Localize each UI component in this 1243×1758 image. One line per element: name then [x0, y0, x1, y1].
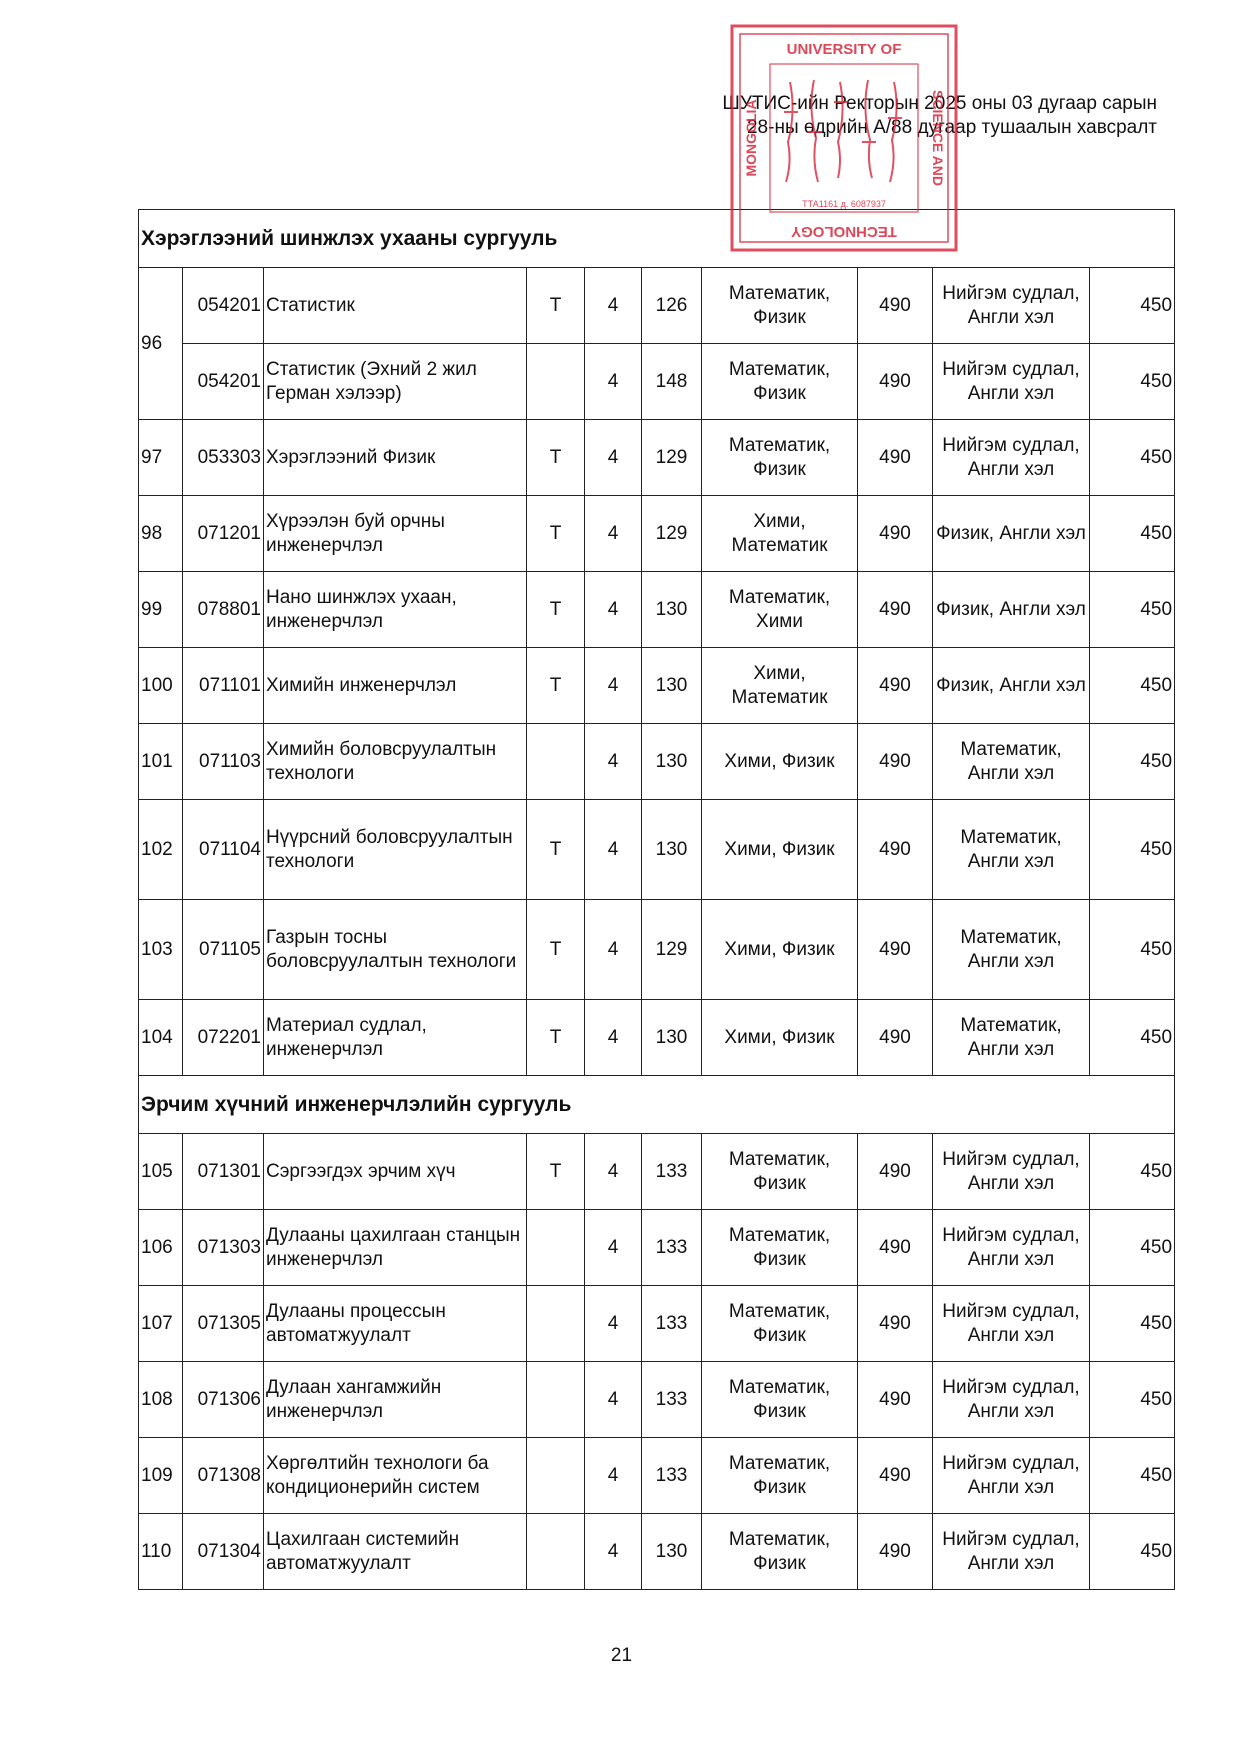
row-number: 100: [139, 648, 183, 724]
required-score: 490: [858, 268, 933, 344]
credits: 130: [642, 1000, 702, 1076]
required-subjects: Математик, Физик: [702, 1514, 858, 1590]
type-mark: Т: [527, 800, 585, 900]
table-row: [139, 344, 1175, 420]
required-subjects: Математик, Физик: [702, 268, 858, 344]
credits: 133: [642, 1210, 702, 1286]
program-code: 071308: [183, 1438, 264, 1514]
row-number: 101: [139, 724, 183, 800]
type-mark: [527, 724, 585, 800]
additional-subjects: Нийгэм судлал, Англи хэл: [933, 1514, 1090, 1590]
required-subjects: Математик, Физик: [702, 420, 858, 496]
type-mark: Т: [527, 496, 585, 572]
credits: 130: [642, 1514, 702, 1590]
program-name: Хүрээлэн буй орчны инженерчлэл: [264, 496, 527, 572]
program-name: Дулаан хангамжийн инженерчлэл: [264, 1362, 527, 1438]
row-number: 105: [139, 1134, 183, 1210]
study-years: 4: [585, 648, 642, 724]
required-score: 490: [858, 1438, 933, 1514]
program-name: Хөргөлтийн технологи ба кондиционерийн систем: [264, 1438, 527, 1514]
required-score: 490: [858, 344, 933, 420]
additional-score: 450: [1090, 900, 1175, 1000]
type-mark: Т: [527, 572, 585, 648]
table-row: [139, 648, 1175, 724]
required-subjects: Хими, Физик: [702, 900, 858, 1000]
required-subjects: Математик, Физик: [702, 1210, 858, 1286]
row-number: 110: [139, 1514, 183, 1590]
credits: 130: [642, 800, 702, 900]
type-mark: [527, 1438, 585, 1514]
type-mark: [527, 1362, 585, 1438]
row-number: 97: [139, 420, 183, 496]
program-code: 071303: [183, 1210, 264, 1286]
credits: 129: [642, 496, 702, 572]
study-years: 4: [585, 344, 642, 420]
stamp-registration-text: ТТА1161 д. 6087937: [802, 199, 886, 209]
program-code: 054201: [183, 268, 264, 344]
credits: 130: [642, 648, 702, 724]
additional-subjects: Математик, Англи хэл: [933, 900, 1090, 1000]
program-code: 071103: [183, 724, 264, 800]
required-score: 490: [858, 1286, 933, 1362]
program-name: Нүүрсний боловсруулалтын технологи: [264, 800, 527, 900]
study-years: 4: [585, 1210, 642, 1286]
program-name: Материал судлал, инженерчлэл: [264, 1000, 527, 1076]
required-score: 490: [858, 1000, 933, 1076]
program-code: 071101: [183, 648, 264, 724]
program-name: Сэргээгдэх эрчим хүч: [264, 1134, 527, 1210]
required-subjects: Математик, Физик: [702, 1286, 858, 1362]
required-subjects: Математик, Физик: [702, 1134, 858, 1210]
table-row: [139, 724, 1175, 800]
table-row: [139, 572, 1175, 648]
required-subjects: Математик, Физик: [702, 1362, 858, 1438]
credits: 148: [642, 344, 702, 420]
additional-subjects: Нийгэм судлал, Англи хэл: [933, 1210, 1090, 1286]
table-row: [139, 800, 1175, 900]
program-name: Цахилгаан системийн автоматжуулалт: [264, 1514, 527, 1590]
additional-score: 450: [1090, 1514, 1175, 1590]
additional-score: 450: [1090, 420, 1175, 496]
study-years: 4: [585, 572, 642, 648]
program-name: Статистик: [264, 268, 527, 344]
additional-score: 450: [1090, 344, 1175, 420]
required-score: 490: [858, 1362, 933, 1438]
table-row: [139, 420, 1175, 496]
additional-score: 450: [1090, 1134, 1175, 1210]
study-years: 4: [585, 1438, 642, 1514]
additional-subjects: Математик, Англи хэл: [933, 1000, 1090, 1076]
table-row: [139, 1362, 1175, 1438]
type-mark: Т: [527, 900, 585, 1000]
table-row: [139, 268, 1175, 344]
admissions-table: [138, 209, 1175, 1590]
type-mark: [527, 1210, 585, 1286]
table-row: [139, 496, 1175, 572]
required-subjects: Хими, Математик: [702, 496, 858, 572]
additional-subjects: Нийгэм судлал, Англи хэл: [933, 1134, 1090, 1210]
credits: 129: [642, 900, 702, 1000]
required-subjects: Математик, Физик: [702, 344, 858, 420]
required-subjects: Хими, Физик: [702, 1000, 858, 1076]
stamp-bottom-text: TECHNOLOGY: [791, 223, 897, 240]
type-mark: [527, 1514, 585, 1590]
additional-subjects: Физик, Англи хэл: [933, 648, 1090, 724]
type-mark: Т: [527, 420, 585, 496]
section-title: Эрчим хүчний инженерчлэлийн сургууль: [139, 1076, 1175, 1134]
credits: 133: [642, 1438, 702, 1514]
study-years: 4: [585, 496, 642, 572]
credits: 133: [642, 1134, 702, 1210]
required-subjects: Хими, Физик: [702, 800, 858, 900]
additional-subjects: Математик, Англи хэл: [933, 800, 1090, 900]
program-code: 072201: [183, 1000, 264, 1076]
additional-score: 450: [1090, 1286, 1175, 1362]
additional-score: 450: [1090, 1362, 1175, 1438]
section-title: Хэрэглээний шинжлэх ухааны сургууль: [139, 210, 1175, 268]
table-row: [139, 1134, 1175, 1210]
additional-score: 450: [1090, 800, 1175, 900]
additional-score: 450: [1090, 496, 1175, 572]
program-code: 071306: [183, 1362, 264, 1438]
additional-score: 450: [1090, 572, 1175, 648]
stamp-left-text: MONGOLIA: [743, 99, 759, 177]
additional-score: 450: [1090, 1210, 1175, 1286]
type-mark: [527, 344, 585, 420]
study-years: 4: [585, 1514, 642, 1590]
required-subjects: Хими, Физик: [702, 724, 858, 800]
program-name: Дулааны цахилгаан станцын инженерчлэл: [264, 1210, 527, 1286]
credits: 133: [642, 1362, 702, 1438]
stamp-right-text: SCIENCE AND: [930, 90, 946, 186]
additional-subjects: Нийгэм судлал, Англи хэл: [933, 1286, 1090, 1362]
additional-subjects: Нийгэм судлал, Англи хэл: [933, 1362, 1090, 1438]
additional-score: 450: [1090, 1438, 1175, 1514]
additional-subjects: Физик, Англи хэл: [933, 572, 1090, 648]
table-row: [139, 1210, 1175, 1286]
row-number: 108: [139, 1362, 183, 1438]
credits: 130: [642, 572, 702, 648]
page-number: 21: [610, 1645, 633, 1666]
credits: 129: [642, 420, 702, 496]
program-code: 078801: [183, 572, 264, 648]
table-row: [139, 900, 1175, 1000]
study-years: 4: [585, 420, 642, 496]
header-line-1: ШУТИС-ийн Ректорын 2025 оны 03 дугаар сарын: [722, 93, 1157, 114]
program-name: Нано шинжлэх ухаан, инженерчлэл: [264, 572, 527, 648]
study-years: 4: [585, 268, 642, 344]
additional-score: 450: [1090, 268, 1175, 344]
required-subjects: Хими, Математик: [702, 648, 858, 724]
table-row: [139, 1514, 1175, 1590]
program-name: Газрын тосны боловсруулалтын технологи: [264, 900, 527, 1000]
row-number: 109: [139, 1438, 183, 1514]
row-number: 103: [139, 900, 183, 1000]
additional-subjects: Математик, Англи хэл: [933, 724, 1090, 800]
type-mark: Т: [527, 1000, 585, 1076]
study-years: 4: [585, 900, 642, 1000]
study-years: 4: [585, 1000, 642, 1076]
row-number: 104: [139, 1000, 183, 1076]
program-name: Химийн инженерчлэл: [264, 648, 527, 724]
additional-subjects: Нийгэм судлал, Англи хэл: [933, 268, 1090, 344]
row-number: 107: [139, 1286, 183, 1362]
header-line-2: 28-ны өдрийн А/88 дугаар тушаалын хавсралт: [746, 117, 1157, 138]
required-score: 490: [858, 1134, 933, 1210]
required-score: 490: [858, 420, 933, 496]
study-years: 4: [585, 1286, 642, 1362]
required-score: 490: [858, 1210, 933, 1286]
program-name: Статистик (Эхний 2 жил Герман хэлээр): [264, 344, 527, 420]
additional-subjects: Нийгэм судлал, Англи хэл: [933, 420, 1090, 496]
program-code: 053303: [183, 420, 264, 496]
study-years: 4: [585, 1362, 642, 1438]
type-mark: Т: [527, 268, 585, 344]
table-row: [139, 1286, 1175, 1362]
row-number: 102: [139, 800, 183, 900]
required-score: 490: [858, 572, 933, 648]
program-code: 054201: [183, 344, 264, 420]
stamp-top-text: UNIVERSITY OF: [786, 41, 902, 58]
table-row: [139, 1000, 1175, 1076]
section-header-row: [139, 1076, 1175, 1134]
row-number: 99: [139, 572, 183, 648]
program-code: 071201: [183, 496, 264, 572]
table-row: [139, 1438, 1175, 1514]
additional-score: 450: [1090, 1000, 1175, 1076]
program-code: 071301: [183, 1134, 264, 1210]
required-score: 490: [858, 800, 933, 900]
program-code: 071105: [183, 900, 264, 1000]
program-code: 071305: [183, 1286, 264, 1362]
credits: 133: [642, 1286, 702, 1362]
type-mark: [527, 1286, 585, 1362]
additional-subjects: Нийгэм судлал, Англи хэл: [933, 344, 1090, 420]
program-name: Дулааны процессын автоматжуулалт: [264, 1286, 527, 1362]
row-number: 96: [139, 268, 183, 420]
additional-subjects: Нийгэм судлал, Англи хэл: [933, 1438, 1090, 1514]
required-score: 490: [858, 900, 933, 1000]
additional-subjects: Физик, Англи хэл: [933, 496, 1090, 572]
row-number: 98: [139, 496, 183, 572]
required-subjects: Математик, Хими: [702, 572, 858, 648]
additional-score: 450: [1090, 724, 1175, 800]
row-number: 106: [139, 1210, 183, 1286]
required-score: 490: [858, 724, 933, 800]
additional-score: 450: [1090, 648, 1175, 724]
credits: 130: [642, 724, 702, 800]
study-years: 4: [585, 1134, 642, 1210]
type-mark: Т: [527, 1134, 585, 1210]
required-score: 490: [858, 496, 933, 572]
section-header-row: [139, 210, 1175, 268]
document-header-note: [722, 92, 1157, 140]
study-years: 4: [585, 800, 642, 900]
credits: 126: [642, 268, 702, 344]
program-code: 071104: [183, 800, 264, 900]
required-score: 490: [858, 648, 933, 724]
study-years: 4: [585, 724, 642, 800]
program-name: Хэрэглээний Физик: [264, 420, 527, 496]
type-mark: Т: [527, 648, 585, 724]
program-code: 071304: [183, 1514, 264, 1590]
program-name: Химийн боловсруулалтын технологи: [264, 724, 527, 800]
required-subjects: Математик, Физик: [702, 1438, 858, 1514]
required-score: 490: [858, 1514, 933, 1590]
